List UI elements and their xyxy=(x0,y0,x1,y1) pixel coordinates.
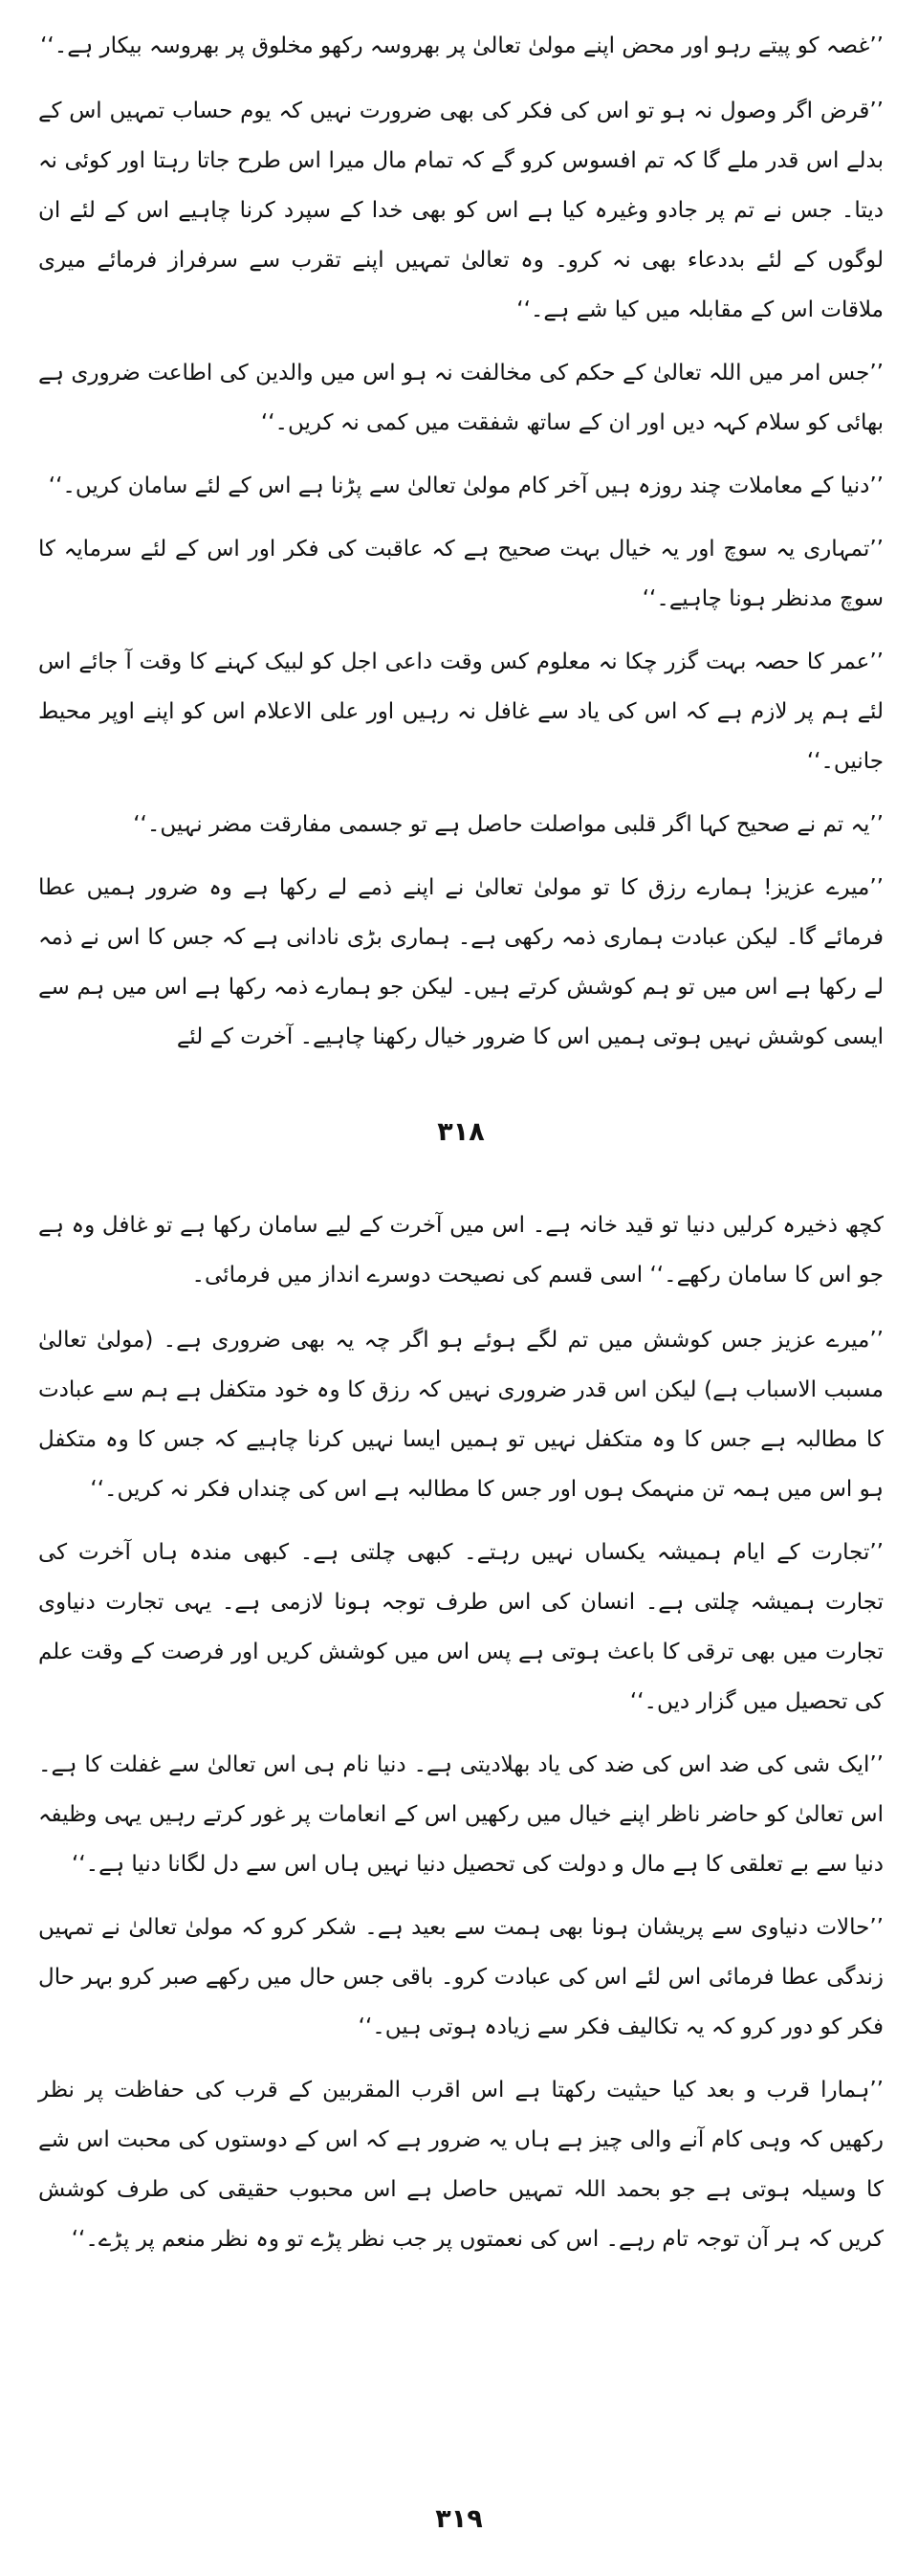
paragraph: ’’میرے عزیز جس کوشش میں تم لگے ہوئے ہو اگر چہ یہ بھی ضروری ہے۔ (مولیٰ تعالیٰ مسبب الاسباب ہے) لیکن اس قدر ضروری نہیں کہ رزق کا وہ خود متکفل ہے ہم سے عبادت کا مطالبہ ہے جس کا وہ متکفل نہیں تو ہمیں ایسا نہیں کرنا چاہیے کہ جس کا وہ متکفل ہو اس میں ہمہ تن منہمک ہوں اور جس کا مطالبہ ہے اس کی چنداں فکر نہ کریں۔‘‘ xyxy=(38,1328,884,1502)
paragraph: ’’قرض اگر وصول نہ ہو تو اس کی فکر کی بھی ضرورت نہیں کہ یوم حساب تمہیں اس کے بدلے اس قدر ملے گا کہ تم افسوس کرو گے کہ تمام مال میرا اس طرح جاتا رہتا اور کوئی نہ دیتا۔ جس نے تم پر جادو وغیرہ کیا ہے اس کو بھی خدا کے سپرد کرنا چاہیے اس کے لئے ان لوگوں کے لئے بددعاء بھی نہ کرو۔ وہ تعالیٰ تمہیں اپنے تقرب سے سرفراز فرمائے میری ملاقات اس کے مقابلہ میں کیا شے ہے۔‘‘ xyxy=(38,99,884,322)
paragraph: ’’حالات دنیاوی سے پریشان ہونا بھی ہمت سے بعید ہے۔ شکر کرو کہ مولیٰ تعالیٰ نے تمہیں زندگی عطا فرمائی اس لئے اس کی عبادت کرو۔ باقی جس حال میں رکھے صبر کرو بہر حال فکر کو دور کرو کہ یہ تکالیف فکر سے زیادہ ہوتی ہیں۔‘‘ xyxy=(38,1915,884,2039)
paragraph: ’’تمہاری یہ سوچ اور یہ خیال بہت صحیح ہے کہ عاقبت کی فکر اور اس کے لئے سرمایہ کا سوچ مدنظر ہونا چاہیے۔‘‘ xyxy=(38,537,884,611)
paragraph: ’’یہ تم نے صحیح کہا اگر قلبی مواصلت حاصل ہے تو جسمی مفارقت مضر نہیں۔‘‘ xyxy=(133,812,884,837)
paragraph: کچھ ذخیرہ کرلیں دنیا تو قید خانہ ہے۔ اس میں آخرت کے لیے سامان رکھا ہے تو غافل وہ ہے جو اس کا سامان رکھے۔‘‘ اسی قسم کی نصیحت دوسرے انداز میں فرمائی۔ xyxy=(38,1213,884,1288)
paragraph: ’’تجارت کے ایام ہمیشہ یکساں نہیں رہتے۔ کبھی چلتی ہے۔ کبھی مندہ ہاں آخرت کی تجارت ہمیشہ چلتی ہے۔ انسان کی اس طرف توجہ ہونا لازمی ہے۔ یہی تجارت دنیاوی تجارت میں بھی ترقی کا باعث ہوتی ہے پس اس میں کوشش کریں اور فرصت کے وقت علم کی تحصیل میں گزار دیں۔‘‘ xyxy=(38,1540,884,1714)
paragraph: ’’ایک شی کی ضد اس کی ضد کی یاد بھلادیتی ہے۔ دنیا نام ہی اس تعالیٰ سے غفلت کا ہے۔ اس تعالیٰ کو حاضر ناظر اپنے خیال میں رکھیں اس کے انعامات پر غور کرتے رہیں یہی وظیفہ دنیا سے بے تعلقی کا ہے مال و دولت کی تحصیل دنیا نہیں ہاں اس سے دل لگانا دنیا ہے۔‘‘ xyxy=(38,1752,884,1877)
paragraph: ’’میرے عزیز! ہمارے رزق کا تو مولیٰ تعالیٰ نے اپنے ذمے لے رکھا ہے وہ ضرور ہمیں عطا فرمائے گا۔ لیکن عبادت ہماری ذمہ رکھی ہے۔ ہماری بڑی نادانی ہے کہ جس کا اس نے ذمہ لے رکھا ہے اس میں تو ہم کوشش کرتے ہیں۔ لیکن جو ہمارے ذمہ رکھا ہے اس میں ہم سے ایسی کوشش نہیں ہوتی ہمیں اس کا ضرور خیال رکھنا چاہیے۔ آخرت کے لئے xyxy=(38,875,884,1049)
page-number-319: ۳۱۹ xyxy=(435,2504,483,2534)
paragraph: ’’غصہ کو پیتے رہو اور محض اپنے مولیٰ تعالیٰ پر بھروسہ رکھو مخلوق پر بھروسہ بیکار ہے۔‘‘ xyxy=(40,33,884,58)
top-section xyxy=(38,21,884,1062)
page-number-318: ۳۱۸ xyxy=(437,1117,485,1147)
paragraph: ’’ہمارا قرب و بعد کیا حیثیت رکھتا ہے اس اقرب المقربین کے قرب کی حفاظت پر نظر رکھیں کہ وہی کام آنے والی چیز ہے ہاں یہ ضرور ہے کہ اس کے دوستوں کی محبت اس شے کا وسیلہ ہوتی ہے جو بحمد اللہ تمہیں حاصل ہے اس محبوب حقیقی کی طرف کوشش کریں کہ ہر آن توجہ تام رہے۔ اس کی نعمتوں پر جب نظر پڑے تو وہ نظر منعم پر پڑے۔‘‘ xyxy=(38,2078,884,2252)
paragraph: ’’عمر کا حصہ بہت گزر چکا نہ معلوم کس وقت داعی اجل کو لبیک کہنے کا وقت آ جائے اس لئے ہم پر لازم ہے کہ اس کی یاد سے غافل نہ رہیں اور علی الاعلام اس کو اپنے اوپر محیط جانیں۔‘‘ xyxy=(38,650,884,774)
paragraph: ’’دنیا کے معاملات چند روزہ ہیں آخر کام مولیٰ تعالیٰ سے پڑنا ہے اس کے لئے سامان کریں۔‘‘ xyxy=(48,473,884,498)
paragraph: ’’جس امر میں اللہ تعالیٰ کے حکم کی مخالفت نہ ہو اس میں والدین کی اطاعت ضروری ہے بھائی کو سلام کہہ دیں اور ان کے ساتھ شفقت میں کمی نہ کریں۔‘‘ xyxy=(38,361,884,435)
bottom-section xyxy=(38,1200,884,2264)
